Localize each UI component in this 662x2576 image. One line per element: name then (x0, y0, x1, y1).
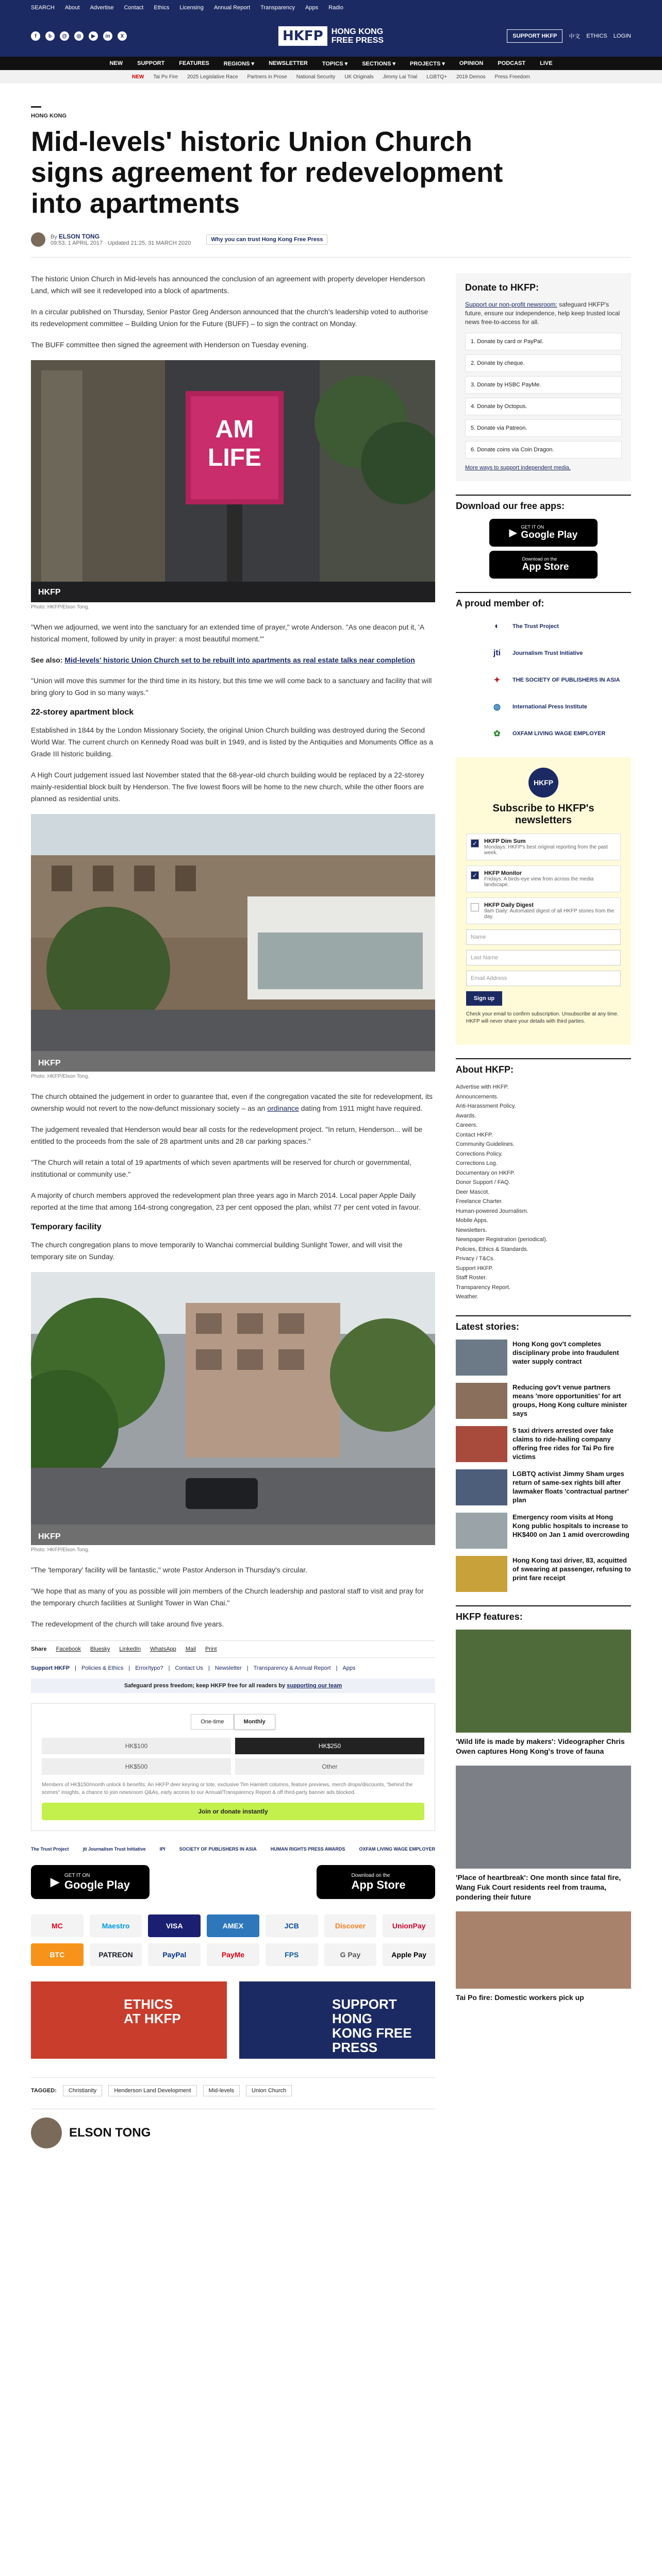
sidebar (456, 273, 631, 2012)
article-body (31, 273, 435, 2148)
monthly-option[interactable]: Monthly (234, 1714, 275, 1730)
author-link[interactable]: ELSON TONG (58, 233, 100, 240)
sidebar-heading: Donate to HKFP: (465, 282, 539, 293)
ipi-icon: ◍ (493, 703, 501, 711)
paragraph-part: The church obtained the judgement in order to guarantee that, even if the congregation vacated the site for redevelopment, its ownership would not revert to the now-defunct missionary society – as an (31, 1092, 433, 1112)
partner-logos (31, 1846, 435, 1852)
footer-link[interactable]: Transparency & Annual Report (253, 1665, 331, 1671)
newsletter-signup (456, 757, 631, 1045)
article-paragraph: The church congregation plans to move temporarily to Wanchai commercial building Sunlight Tower, and will visit the temporary site on Sunday. (31, 1241, 403, 1261)
footer-link[interactable]: Support HKFP (31, 1665, 70, 1671)
topbar-contact-link[interactable]: Contact (124, 5, 144, 11)
photo-caption: Photo: HKFP/Elson Tong. (31, 1547, 90, 1553)
about-link[interactable]: Anti-Harassment Policy. (456, 1103, 516, 1109)
app-store-button[interactable] (317, 1865, 435, 1899)
about-link[interactable]: Policies, Ethics & Standards. (456, 1246, 528, 1252)
see-also (31, 654, 435, 666)
payment-logo[interactable]: VISA (148, 1914, 201, 1937)
about-link[interactable]: Donor Support / FAQ. (456, 1179, 510, 1185)
article-photo-church-sign[interactable] (31, 360, 435, 602)
amount-option[interactable]: HK$500 (42, 1758, 231, 1775)
story-title: 5 taxi drivers arrested over fake claims to ride-hailing company offering free rides for Tai Po fire victims (512, 1426, 614, 1461)
tag-link[interactable]: Union Church (246, 2085, 292, 2096)
payment-logo[interactable]: MC (31, 1914, 84, 1937)
sidebar-heading: A proud member of: (456, 598, 544, 608)
member-org-name: OXFAM LIVING WAGE EMPLOYER (512, 731, 606, 737)
membership-section (456, 592, 631, 744)
nav-item-newsletter[interactable]: NEWSLETTER (269, 60, 308, 66)
member-org[interactable] (487, 670, 631, 690)
share-bluesky[interactable]: Bluesky (90, 1646, 110, 1652)
member-org-name: Journalism Trust Initiative (512, 650, 583, 656)
apps-section (456, 495, 631, 579)
article-title: Mid-levels' historic Union Church signs agreement for redevelopment into apartments (31, 126, 503, 219)
donate-option[interactable]: 3. Donate by HSBC PayMe. (465, 376, 622, 394)
donation-frequency-toggle (42, 1714, 424, 1730)
trending-link[interactable]: National Security (296, 74, 336, 80)
feature-image (456, 1630, 631, 1733)
tag-link[interactable]: Christianity (63, 2085, 102, 2096)
photo-illustration (31, 814, 435, 1072)
feature-item[interactable] (456, 1766, 631, 1902)
trending-bar (0, 70, 662, 83)
article-paragraph: A High Court judgement issued last November stated that the 68-year-old church building would be replaced by a 22-storey mainly-residential block built by Henderson. The five lowest floors will be home to the new church, while the other floors are planned as residential units. (31, 771, 424, 803)
article-paragraph: "The 'temporary' facility will be fantastic," wrote Pastor Anderson in Thursday's circular. (31, 1566, 307, 1574)
donate-intro-text: safeguard HKFP's future, ensure our independence, help keep trusted local news free-to-access for all. (465, 301, 620, 326)
partner-logo[interactable]: SOCIETY OF PUBLISHERS IN ASIA (179, 1846, 257, 1852)
feature-item[interactable] (456, 1630, 631, 1756)
photo-illustration (31, 1272, 435, 1545)
hkfp-logo-icon: HKFP (528, 768, 558, 798)
topbar-apps-link[interactable]: Apps (305, 5, 319, 11)
footer-links: Support HKFP | Policies & Ethics | Error/typo? | Contact Us | Newsletter | Transparency & Annual Report | Apps (31, 1665, 356, 1671)
article-paragraph: The redevelopment of the church will take around five years. (31, 1620, 224, 1628)
about-link[interactable]: Newsletters. (456, 1227, 487, 1233)
google-play-button[interactable] (31, 1865, 150, 1899)
share-linkedin[interactable]: LinkedIn (119, 1646, 141, 1652)
story-title: Hong Kong gov't completes disciplinary probe into fraudulent water supply contract (512, 1340, 619, 1365)
checkbox-checked-icon[interactable]: ✓ (471, 871, 479, 879)
logo-line-2: FREE PRESS (331, 36, 384, 45)
ethics-banner[interactable] (31, 1981, 227, 2059)
about-link[interactable]: Staff Roster. (456, 1275, 487, 1281)
payment-logo[interactable]: Discover (324, 1914, 377, 1937)
donate-option[interactable]: 6. Donate coins via Coin Dragon. (465, 441, 622, 459)
sidebar-heading: HKFP features: (456, 1611, 523, 1622)
about-link[interactable]: Awards. (456, 1112, 476, 1119)
donation-widget (31, 1703, 435, 1831)
story-title: Emergency room visits at Hong Kong public hospitals to increase to HK$400 on Jan 1 amid overcrowding (512, 1513, 630, 1538)
payment-logo[interactable]: BTC (31, 1943, 84, 1966)
amount-option[interactable]: HK$100 (42, 1738, 231, 1754)
newsletter-note: Check your email to confirm subscription. Unsubscribe at any time. HKFP will never share your details with third parties. (466, 1011, 619, 1024)
join-donate-button[interactable]: Join or donate instantly (42, 1803, 424, 1820)
about-link[interactable]: Weather. (456, 1294, 478, 1300)
share-whatsapp[interactable]: WhatsApp (150, 1646, 176, 1652)
member-org[interactable] (487, 643, 631, 664)
story-item[interactable] (456, 1340, 631, 1376)
article-paragraph (31, 1091, 435, 1114)
about-link[interactable]: Transparency Report. (456, 1284, 510, 1291)
member-org-name: THE SOCIETY OF PUBLISHERS IN ASIA (512, 677, 620, 683)
payment-logo[interactable]: AMEX (207, 1914, 259, 1937)
payment-methods (31, 1914, 435, 1966)
newsletter-name: HKFP Dim Sum (484, 838, 526, 844)
story-item[interactable] (456, 1469, 631, 1505)
topbar-annual-report-link[interactable]: Annual Report (213, 5, 251, 11)
newsletter-desc: Mondays: HKFP's best original reporting from the past week. (484, 844, 608, 856)
sidebar-google-play-button[interactable] (489, 519, 598, 547)
story-item[interactable] (456, 1513, 631, 1549)
app-download-row (31, 1865, 435, 1899)
banner-line: KONG FREE PRESS (332, 2025, 412, 2055)
newsletter-option[interactable] (466, 866, 621, 892)
trust-link[interactable]: Why you can trust Hong Kong Free Press (206, 234, 327, 245)
share-bar (31, 1640, 435, 1658)
story-thumbnail (456, 1426, 507, 1462)
about-link[interactable]: Advertise with HKFP. (456, 1084, 509, 1090)
payment-logo[interactable]: Maestro (90, 1914, 142, 1937)
about-link[interactable]: Privacy / T&Cs. (456, 1256, 495, 1262)
article-paragraph: "The Church will retain a total of 19 apartments of which seven apartments will be reserved for church or governmental, institutional or community use." (31, 1158, 411, 1178)
footer-link[interactable]: Error/typo? (135, 1665, 163, 1671)
google-play-label: Google Play (521, 530, 578, 540)
support-cta-link[interactable]: supporting our team (287, 1683, 342, 1689)
publish-date: 09:53, 1 APRIL 2017 (51, 240, 103, 246)
article-paragraph: "Union will move this summer for the third time in its history, but this time we will come back to a sanctuary and facility that will bring glory to God in so many ways." (31, 676, 432, 697)
email-input[interactable]: Email Address (466, 971, 621, 986)
google-play-label: Google Play (64, 1878, 130, 1891)
social-links (31, 31, 127, 41)
ordinance-link[interactable]: ordinance (267, 1104, 299, 1112)
about-link[interactable]: Mobile Apps. (456, 1217, 488, 1224)
about-link[interactable]: Contact HKFP. (456, 1131, 493, 1138)
topbar-ethics-link[interactable]: Ethics (154, 5, 170, 11)
nav-item-support[interactable]: SUPPORT (137, 60, 165, 66)
banner-line: AT HKFP (124, 2011, 181, 2026)
one-time-option[interactable]: One-time (191, 1714, 234, 1730)
newsletter-name: HKFP Daily Digest (484, 902, 534, 908)
member-org[interactable] (487, 697, 631, 717)
linkedin-icon[interactable]: in (103, 31, 112, 41)
trust-project-icon: ◐ (494, 622, 500, 631)
author-box (31, 2109, 435, 2148)
payment-logo[interactable]: PayPal (148, 1943, 201, 1966)
partner-logo[interactable]: IPI (159, 1846, 166, 1852)
payment-logo[interactable]: UnionPay (383, 1914, 435, 1937)
article-photo-street[interactable] (31, 1272, 435, 1545)
top-utility-bar (0, 0, 662, 15)
trending-link[interactable]: Partners in Prose (247, 74, 287, 80)
about-link[interactable]: Support HKFP. (456, 1265, 493, 1272)
section-heading: Temporary facility (31, 1223, 102, 1231)
story-item[interactable] (456, 1426, 631, 1462)
article-paragraph: The BUFF committee then signed the agreement with Henderson on Tuesday evening. (31, 341, 308, 349)
tag-link[interactable]: Mid-levels (203, 2085, 240, 2096)
payment-logo[interactable]: PATREON (90, 1943, 142, 1966)
donation-amounts (42, 1738, 424, 1775)
sidebar-heading: About HKFP: (456, 1064, 514, 1075)
last-name-input[interactable]: Last Name (466, 950, 621, 965)
nav-item-regions[interactable]: REGIONS ▾ (223, 60, 255, 67)
feature-image (456, 1766, 631, 1869)
article-photo-church-building[interactable] (31, 814, 435, 1072)
sidebar-app-store-button[interactable] (489, 551, 598, 579)
article-paragraph: A majority of church members approved the redevelopment plan three years ago in March 2014. Local paper Apple Daily reported at the time that among 164-strong congregation, 23 per cent opposed the plan, whilst 77 per cent voted in favour. (31, 1191, 421, 1211)
story-title: Hong Kong taxi driver, 83, acquitted of swearing at passenger, refusing to print fare receipt (512, 1556, 631, 1582)
features-section (456, 1605, 631, 2003)
payment-logo[interactable]: JCB (266, 1914, 318, 1937)
see-also-label: See also: (31, 656, 63, 664)
google-play-small: GET IT ON (64, 1872, 90, 1878)
story-thumbnail (456, 1556, 507, 1592)
nav-item-sections[interactable]: SECTIONS ▾ (362, 60, 395, 67)
main-nav (0, 57, 662, 70)
svg-text:HKFP: HKFP (38, 1059, 61, 1067)
topbar-search-link[interactable]: SEARCH (31, 5, 55, 11)
topbar-radio-link[interactable]: Radio (328, 5, 343, 11)
support-banner[interactable] (239, 1981, 435, 2059)
login-link[interactable]: LOGIN (613, 33, 631, 39)
trending-link[interactable]: Press Freedom (494, 74, 531, 80)
trending-new-label: NEW (131, 74, 144, 80)
banner-line: SUPPORT HONG (332, 1996, 397, 2026)
story-thumbnail (456, 1383, 507, 1419)
app-store-small: Download on the (522, 556, 557, 562)
article-paragraph: The historic Union Church in Mid-levels has announced the conclusion of an agreement with property developer Henderson Land, which will see it redeveloped into a block of apartments. (31, 275, 425, 295)
byline-prefix: By (51, 234, 57, 240)
story-item[interactable] (456, 1556, 631, 1592)
trending-link[interactable]: Tai Po Fire (153, 74, 178, 80)
byline-text: By ELSON TONG 09:53, 1 APRIL 2017 · Updated 21:25, 31 MARCH 2020 (51, 233, 191, 246)
oxfam-icon: ✿ (493, 730, 501, 738)
photo-caption: Photo: HKFP/Elson Tong. (31, 1074, 90, 1079)
member-org[interactable] (487, 723, 631, 744)
article-tags (31, 2077, 435, 2096)
play-store-icon: ▶ (509, 527, 517, 538)
about-link[interactable]: Documentary on HKFP. (456, 1170, 515, 1176)
checkbox-icon[interactable] (471, 903, 479, 911)
payment-logo[interactable]: PayMe (207, 1943, 259, 1966)
newsletter-name: HKFP Monitor (484, 870, 522, 876)
app-store-label: App Store (522, 562, 569, 572)
trending-link[interactable]: 2025 Legislative Race (187, 74, 238, 80)
donate-option[interactable]: 5. Donate via Patreon. (465, 419, 622, 437)
checkbox-checked-icon[interactable]: ✓ (471, 839, 479, 848)
site-logo[interactable] (278, 26, 384, 46)
newsletter-desc: 9am Daily: Automated digest of all HKFP stories from the day. (484, 908, 615, 920)
name-input[interactable]: Name (466, 929, 621, 945)
partner-logo[interactable]: HUMAN RIGHTS PRESS AWARDS (270, 1846, 345, 1852)
nav-item-topics[interactable]: TOPICS ▾ (322, 60, 348, 67)
app-store-small: Download on the (351, 1872, 390, 1878)
donate-box (456, 273, 631, 481)
tag-link[interactable]: Henderson Land Development (108, 2085, 196, 2096)
footer-link[interactable]: Policies & Ethics (81, 1665, 124, 1671)
logo-mark: HKFP (278, 26, 327, 46)
feature-item[interactable] (456, 1911, 631, 2003)
photo-caption: Photo: HKFP/Elson Tong. (31, 604, 90, 610)
page-content (31, 106, 631, 2576)
newsletter-desc: Fridays: A birds-eye view from across the media landscape. (484, 876, 594, 888)
instagram-icon[interactable]: ◎ (74, 31, 84, 41)
support-cta-text: Safeguard press freedom; keep HKFP free for all readers by (124, 1683, 286, 1689)
partner-logo[interactable]: jti Journalism Trust Initiative (82, 1846, 146, 1852)
trending-link[interactable]: UK Originals (344, 74, 374, 80)
partner-logo[interactable]: The Trust Project (31, 1846, 69, 1852)
paragraph-part: dating from 1911 might have required. (301, 1104, 423, 1112)
sidebar-heading: Download our free apps: (456, 501, 565, 511)
sopa-icon: ✦ (493, 676, 501, 685)
author-avatar (31, 232, 45, 247)
article-paragraph: The judgement revealed that Henderson would bear all costs for the redevelopment project. "In return, Henderson... will be entitled to the proceeds from the sale of 28 apartment units and 28 car parking spaces." (31, 1125, 423, 1145)
about-link[interactable]: Deer Mascot. (456, 1189, 490, 1195)
updated-date: Updated 21:25, 31 MARCH 2020 (107, 240, 191, 246)
amount-option-other[interactable]: Other (235, 1758, 424, 1775)
story-thumbnail (456, 1469, 507, 1505)
category-kicker[interactable]: HONG KONG (31, 106, 41, 119)
payment-logo[interactable]: G Pay (324, 1943, 377, 1966)
logo-text (332, 27, 384, 45)
partner-logo[interactable]: OXFAM LIVING WAGE EMPLOYER (359, 1846, 435, 1852)
feature-title: 'Wild life is made by makers': Videographer Chris Owen captures Hong Kong's trove of fauna (456, 1737, 625, 1755)
feature-title: Tai Po fire: Domestic workers pick up (456, 1993, 584, 2002)
logo-line-1: HONG KONG (331, 27, 384, 36)
author-box-name[interactable]: ELSON TONG (69, 2126, 151, 2140)
app-store-label: App Store (351, 1878, 406, 1891)
about-link[interactable]: Newspaper Registration (periodical). (456, 1236, 548, 1243)
svg-text:HKFP: HKFP (38, 588, 61, 597)
member-org-name: International Press Institute (512, 704, 587, 710)
about-link[interactable]: Announcements. (456, 1093, 499, 1100)
topbar-about-link[interactable]: About (64, 5, 80, 11)
footer-link[interactable]: Apps (342, 1665, 356, 1671)
topbar-advertise-link[interactable]: Advertise (90, 5, 114, 11)
header-actions (507, 29, 631, 43)
story-title: LGBTQ activist Jimmy Sham urges return of same-sex rights bill after lawmaker floats 'contractual partner' plan (512, 1469, 629, 1504)
newsletter-option[interactable] (466, 897, 621, 924)
footer-link[interactable]: Newsletter (214, 1665, 242, 1671)
article-paragraph: "We hope that as many of you as possible will join members of the Church leadership and pastoral staff to visit and pray for the temporary church facilities at Sunlight Tower in Wan Chai." (31, 1587, 424, 1607)
newsletter-heading: Subscribe to HKFP's newsletters (492, 803, 594, 826)
byline (31, 232, 631, 258)
google-play-small: GET IT ON (521, 524, 544, 530)
nav-item-live[interactable]: LIVE (540, 60, 553, 66)
about-link[interactable]: Corrections Log. (456, 1160, 498, 1166)
article-paragraph: In a circular published on Thursday, Senior Pastor Greg Anderson announced that the church's leadership voted to authorise its redevelopment committee – Building Union for the Future (BUFF) – to sign the contract on Monday. (31, 308, 428, 328)
tags-label: TAGGED: (31, 2088, 57, 2094)
youtube-icon[interactable]: ▶ (89, 31, 98, 41)
sidebar-heading: Latest stories: (456, 1321, 520, 1332)
about-link[interactable]: Careers. (456, 1122, 478, 1128)
story-thumbnail (456, 1340, 507, 1376)
promo-banners (31, 1981, 435, 2059)
member-org-name: The Trust Project (512, 623, 559, 630)
topbar-transparency-link[interactable]: Transparency (260, 5, 295, 11)
about-links (456, 1082, 631, 1302)
trending-link[interactable]: 2019 Demos (456, 74, 486, 80)
nav-item-projects[interactable]: PROJECTS ▾ (410, 60, 445, 67)
article-paragraph: "When we adjourned, we went into the sanctuary for an extended time of prayer," wrote Anderson. "As one deacon put it, 'A historical moment, followed by unity in prayer: a most beautiful moment.'" (31, 623, 424, 643)
about-link[interactable]: Freelance Charter. (456, 1198, 503, 1205)
nav-item-features[interactable]: FEATURES (179, 60, 209, 66)
payment-logo[interactable]: Apple Pay (383, 1943, 435, 1966)
membership-benefits-note: Members of HK$150/month unlock 6 benefits: An HKFP deer keyring or tote, exclusive Tim Hamlett columns, feature previews, merch drops/discounts, "behind the scenes" insights, a chance to join newsroom Q&As, early access to our Annual/Transparency Report & off third-party banner ads blocked. (42, 1782, 413, 1795)
signup-button[interactable]: Sign up (466, 991, 502, 1006)
nav-item-podcast[interactable]: PODCAST (498, 60, 526, 66)
svg-text:AM: AM (215, 416, 254, 443)
svg-text:HKFP: HKFP (38, 1532, 61, 1541)
photo-illustration (31, 360, 435, 602)
support-cta-banner (31, 1679, 435, 1693)
threads-icon[interactable]: @ (60, 31, 69, 41)
section-heading: 22-storey apartment block (31, 708, 134, 717)
about-link[interactable]: Community Guidelines. (456, 1141, 515, 1147)
about-link[interactable]: Corrections Policy. (456, 1150, 503, 1157)
topbar-licensing-link[interactable]: Licensing (179, 5, 204, 11)
about-section (456, 1058, 631, 1302)
donate-option[interactable]: 2. Donate by cheque. (465, 354, 622, 372)
see-also-link[interactable]: Mid-levels' historic Union Church set to be rebuilt into apartments as real estate talks near completion (64, 656, 415, 664)
share-label: Share (31, 1646, 47, 1652)
trending-link[interactable]: LGBTQ+ (426, 74, 447, 80)
donate-option[interactable]: 4. Donate by Octopus. (465, 398, 622, 415)
payment-logo[interactable]: FPS (266, 1943, 318, 1966)
x-icon[interactable]: X (118, 31, 127, 41)
article-paragraph: Established in 1844 by the London Missionary Society, the original Union Church building was destroyed during the Second World War. The current church on Kennedy Road was built in 1949, and is listed by the Antiquities and Monuments Office as a Grade III historic building. (31, 726, 434, 758)
newsletter-option[interactable] (466, 834, 621, 860)
author-box-avatar[interactable] (31, 2117, 62, 2148)
amount-option-selected[interactable]: HK$250 (235, 1738, 424, 1754)
latest-stories (456, 1315, 631, 1592)
facebook-icon[interactable]: f (31, 31, 40, 41)
content-columns (31, 273, 631, 2576)
member-org[interactable] (487, 616, 631, 637)
footer-link[interactable]: Contact Us (175, 1665, 203, 1671)
donate-intro-link[interactable]: Support our non-profit newsroom: (465, 301, 557, 308)
share-facebook[interactable]: Facebook (56, 1646, 81, 1652)
language-link[interactable]: 中文 (569, 33, 581, 40)
share-mail[interactable]: Mail (185, 1646, 196, 1652)
story-item[interactable] (456, 1383, 631, 1419)
donate-option[interactable]: 1. Donate by card or PayPal. (465, 333, 622, 350)
site-header (0, 15, 662, 57)
banner-line: ETHICS (124, 1996, 173, 2012)
feature-title: 'Place of heartbreak': One month since fatal fire, Wang Fuk Court residents reel from trauma, pondering their future (456, 1873, 621, 1901)
story-thumbnail (456, 1513, 507, 1549)
more-ways-link[interactable]: More ways to support independent media. (465, 465, 571, 471)
feature-image (456, 1911, 631, 1989)
share-print[interactable]: Print (205, 1646, 217, 1652)
story-title: Reducing gov't venue partners means 'more opportunities' for art groups, Hong Kong culture minister says (512, 1383, 627, 1417)
trending-link[interactable]: Jimmy Lai Trial (383, 74, 418, 80)
jti-icon: jti (493, 649, 501, 657)
svg-text:LIFE: LIFE (208, 444, 261, 471)
play-store-icon: ▶ (50, 1875, 59, 1888)
ethics-link[interactable]: ETHICS (586, 33, 607, 39)
support-hkfp-button[interactable]: SUPPORT HKFP (507, 29, 562, 43)
nav-item-opinion[interactable]: OPINION (459, 60, 484, 66)
about-link[interactable]: Human-powered Journalism. (456, 1208, 528, 1214)
bluesky-icon[interactable]: b (45, 31, 55, 41)
nav-item-new[interactable]: NEW (109, 60, 123, 66)
